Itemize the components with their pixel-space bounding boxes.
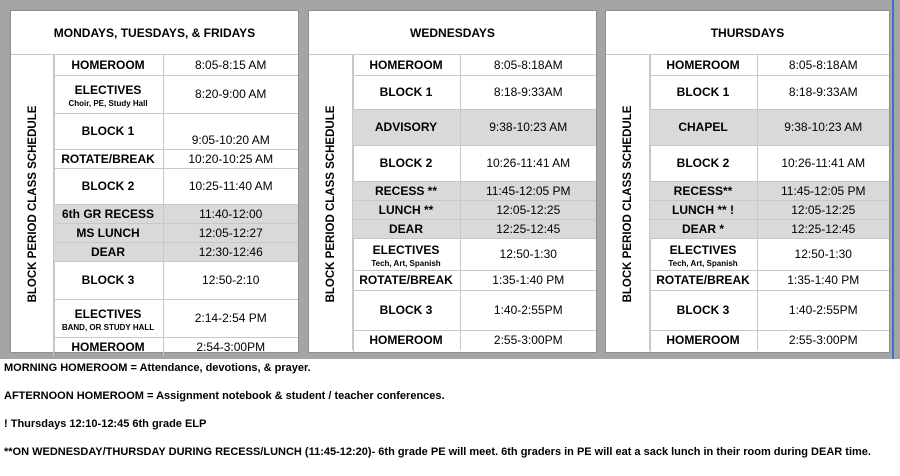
side-label (309, 55, 354, 352)
schedule-table (53, 55, 299, 356)
period-time: 10:20-10:25 AM (163, 149, 298, 168)
period-cell (352, 181, 460, 200)
side-label-text: BLOCK PERIOD CLASS SCHEDULE (325, 105, 337, 302)
period-time: 12:50-1:30 (460, 238, 596, 270)
period-cell (649, 238, 757, 270)
period-name: RECESS** (673, 183, 733, 198)
note-recess-lunch-pe: **ON WEDNESDAY/THURSDAY DURING RECESS/LUNCH (11:45-12:20)- 6th grade PE will meet. 6th graders in PE will eat a sack lunch in their room during DEAR time. (4, 446, 871, 458)
schedule-row (352, 55, 596, 75)
period-time: 10:26-11:41 AM (757, 145, 889, 181)
schedule-row (352, 75, 596, 109)
note-morning-homeroom: MORNING HOMEROOM = Attendance, devotions, & prayer. (4, 362, 311, 374)
period-name: DEAR * (681, 221, 724, 236)
schedule-row (352, 270, 596, 290)
schedule-row (53, 149, 298, 168)
period-time: 12:50-1:30 (757, 238, 889, 270)
period-time: 12:05-12:25 (757, 200, 889, 219)
period-time: 1:40-2:55PM (757, 290, 889, 330)
period-cell (352, 109, 460, 145)
panel-title: THURSDAYS (606, 11, 889, 55)
schedule-row (53, 55, 298, 75)
notes (4, 362, 894, 459)
period-cell (649, 330, 757, 350)
side-label (11, 55, 55, 352)
panel-title: MONDAYS, TUESDAYS, & FRIDAYS (11, 11, 298, 55)
schedule-table (649, 55, 890, 350)
schedule-row (352, 145, 596, 181)
period-name: BLOCK 3 (379, 303, 433, 317)
period-cell (352, 55, 460, 75)
period-cell (53, 55, 163, 75)
period-time: 12:50-2:10 (163, 261, 298, 299)
period-time: 12:05-12:25 (460, 200, 596, 219)
period-time: 12:30-12:46 (163, 242, 298, 261)
period-cell (53, 149, 163, 168)
schedule-row (649, 200, 889, 219)
period-cell (352, 200, 460, 219)
period-cell (352, 290, 460, 330)
period-time: 8:20-9:00 AM (163, 75, 298, 113)
period-cell (53, 223, 163, 242)
period-time: 2:55-3:00PM (460, 330, 596, 350)
period-cell (352, 238, 460, 270)
period-time: 2:54-3:00PM (163, 337, 298, 356)
period-time: 10:25-11:40 AM (163, 168, 298, 204)
period-time: 12:05-12:27 (163, 223, 298, 242)
note-thursday-elp: ! Thursdays 12:10-12:45 6th grade ELP (4, 418, 207, 430)
period-time: 12:25-12:45 (460, 219, 596, 238)
schedule-row (649, 219, 889, 238)
period-cell (649, 75, 757, 109)
period-name: ADVISORY (374, 120, 438, 134)
schedule-row (352, 238, 596, 270)
schedule-row (53, 204, 298, 223)
schedule-row (649, 55, 889, 75)
period-time: 2:14-2:54 PM (163, 299, 298, 337)
schedule-row (649, 238, 889, 270)
side-label (606, 55, 651, 352)
period-cell (53, 261, 163, 299)
period-time: 9:38-10:23 AM (460, 109, 596, 145)
period-cell (53, 113, 163, 149)
period-time: 8:05-8:18AM (460, 55, 596, 75)
period-name: HOMEROOM (369, 333, 443, 348)
schedule-row (53, 223, 298, 242)
period-cell (352, 270, 460, 290)
schedule-row (53, 261, 298, 299)
schedule-row (649, 109, 889, 145)
schedule-row (352, 219, 596, 238)
period-cell (352, 330, 460, 350)
period-cell (53, 242, 163, 261)
side-label-text: BLOCK PERIOD CLASS SCHEDULE (26, 105, 39, 302)
period-cell (352, 145, 460, 181)
note-afternoon-homeroom: AFTERNOON HOMEROOM = Assignment notebook & student / teacher conferences. (4, 390, 445, 402)
period-name: RECESS ** (374, 183, 438, 198)
period-time: 8:05-8:15 AM (163, 55, 298, 75)
schedule-row (649, 330, 889, 350)
schedule-panel-thursdays (605, 10, 890, 353)
period-name: HOMEROOM (666, 57, 740, 72)
period-cell (53, 299, 163, 337)
period-time: 12:25-12:45 (757, 219, 889, 238)
period-name: ROTATE/BREAK (61, 151, 155, 166)
period-name: ELECTIVES (669, 242, 737, 257)
period-subtitle: Tech, Art, Spanish (668, 258, 738, 268)
period-time: 11:45-12:05 PM (460, 181, 596, 200)
period-name: BLOCK 2 (81, 179, 135, 193)
period-cell (649, 200, 757, 219)
schedule-row (53, 242, 298, 261)
period-time: 8:05-8:18AM (757, 55, 889, 75)
period-name: MS LUNCH (76, 225, 140, 240)
period-name: ELECTIVES (372, 242, 440, 257)
period-name: LUNCH ** (378, 202, 434, 217)
period-time: 8:18-9:33AM (460, 75, 596, 109)
period-name: DEAR (90, 244, 125, 259)
schedule-row (352, 200, 596, 219)
period-cell (53, 168, 163, 204)
schedule-row (352, 109, 596, 145)
period-cell (649, 290, 757, 330)
period-name: DEAR (388, 221, 423, 236)
period-name: BLOCK 1 (676, 85, 730, 99)
period-cell (649, 181, 757, 200)
period-name: HOMEROOM (71, 57, 145, 72)
side-label-text: BLOCK PERIOD CLASS SCHEDULE (622, 105, 634, 302)
schedule-row (649, 270, 889, 290)
schedule-row (53, 113, 298, 149)
period-name: 6th GR RECESS (61, 206, 154, 221)
period-name: BLOCK 1 (379, 85, 433, 99)
period-time: 11:45-12:05 PM (757, 181, 889, 200)
panel-title: WEDNESDAYS (309, 11, 596, 55)
schedule-panel-wednesdays (308, 10, 597, 353)
period-name: BLOCK 2 (379, 156, 433, 170)
period-cell (649, 219, 757, 238)
schedule-row (53, 299, 298, 337)
period-name: BLOCK 1 (81, 124, 135, 138)
period-name: LUNCH ** ! (672, 202, 734, 217)
period-name: BLOCK 2 (676, 156, 730, 170)
period-name: HOMEROOM (369, 57, 443, 72)
period-cell (649, 109, 757, 145)
period-time: 11:40-12:00 (163, 204, 298, 223)
period-name: HOMEROOM (666, 333, 740, 348)
schedule-panel-mon-tue-fri (10, 10, 299, 353)
schedule-row (53, 337, 298, 356)
schedule-row (352, 290, 596, 330)
period-time: 10:26-11:41 AM (460, 145, 596, 181)
period-time: 1:35-1:40 PM (460, 270, 596, 290)
schedule-row (649, 181, 889, 200)
period-cell (53, 337, 163, 356)
schedule-row (352, 330, 596, 350)
schedule-table (352, 55, 597, 350)
period-name: BLOCK 3 (676, 303, 730, 317)
period-time: 1:40-2:55PM (460, 290, 596, 330)
period-time: 9:05-10:20 AM (163, 113, 298, 149)
period-time: 1:35-1:40 PM (757, 270, 889, 290)
period-subtitle: Tech, Art, Spanish (371, 258, 441, 268)
schedule-row (53, 168, 298, 204)
period-time: 2:55-3:00PM (757, 330, 889, 350)
period-cell (53, 75, 163, 113)
period-time: 8:18-9:33AM (757, 75, 889, 109)
period-name: ROTATE/BREAK (359, 273, 453, 287)
schedule-row (649, 290, 889, 330)
period-cell (53, 204, 163, 223)
period-cell (649, 270, 757, 290)
period-cell (352, 219, 460, 238)
period-name: HOMEROOM (71, 339, 145, 354)
schedule-row (649, 75, 889, 109)
period-time: 9:38-10:23 AM (757, 109, 889, 145)
period-cell (352, 75, 460, 109)
schedule-row (352, 181, 596, 200)
period-name: BLOCK 3 (81, 273, 135, 287)
period-name: ELECTIVES (74, 306, 142, 321)
window-edge (892, 0, 894, 359)
schedule-row (649, 145, 889, 181)
period-name: CHAPEL (678, 120, 728, 134)
period-cell (649, 55, 757, 75)
period-subtitle: BAND, OR STUDY HALL (61, 322, 155, 332)
period-name: ELECTIVES (74, 82, 142, 97)
period-cell (649, 145, 757, 181)
period-name: ROTATE/BREAK (656, 273, 750, 287)
period-subtitle: Choir, PE, Study Hall (68, 98, 148, 108)
schedule-row (53, 75, 298, 113)
